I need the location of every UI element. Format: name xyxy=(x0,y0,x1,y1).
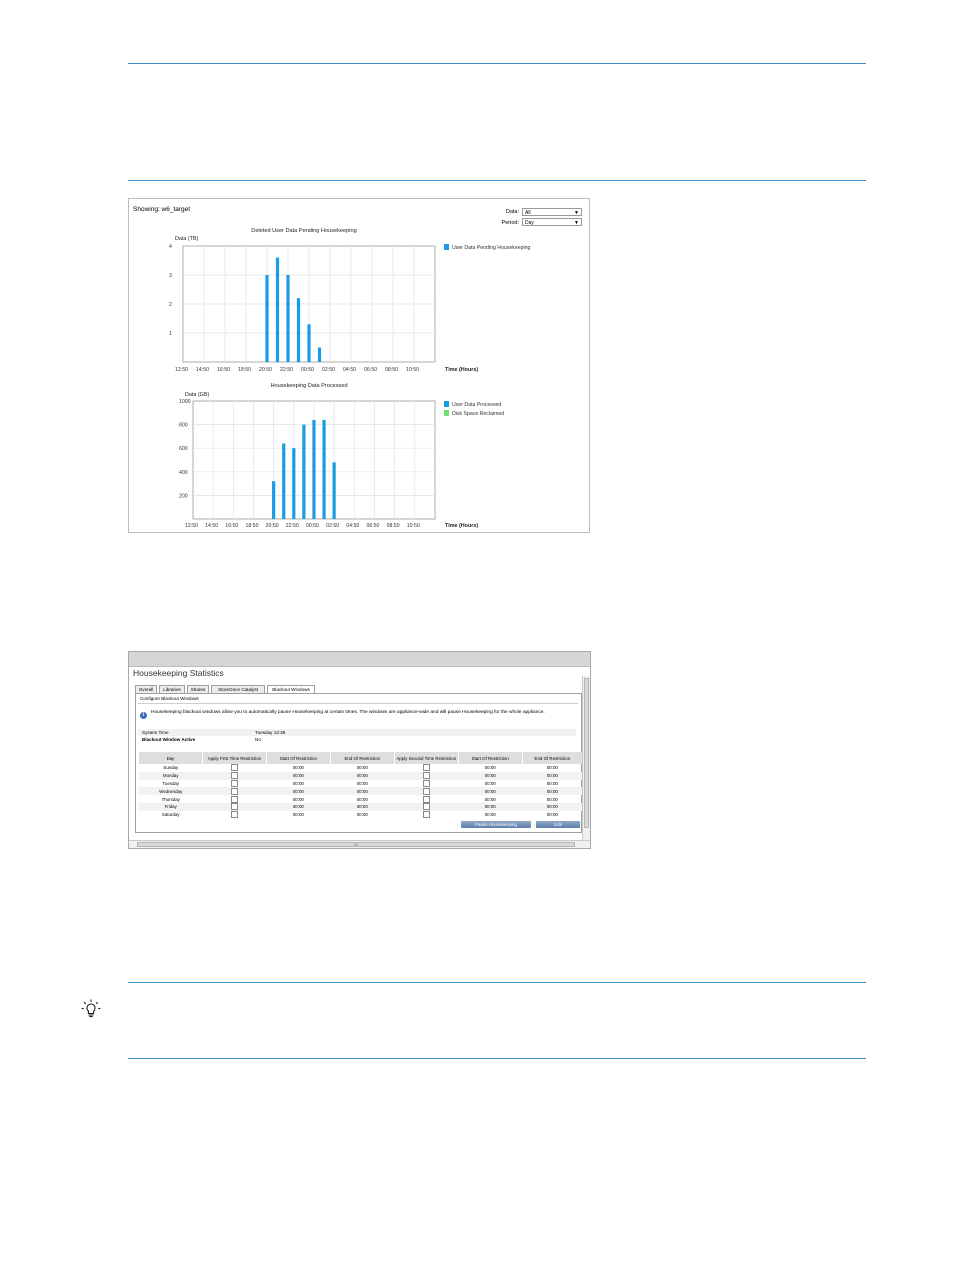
column-header: End Of Restriction xyxy=(522,752,582,764)
lightbulb-icon xyxy=(80,998,102,1020)
table-row xyxy=(139,780,583,788)
first-restriction-checkbox[interactable] xyxy=(231,803,238,810)
blackout-schedule-table xyxy=(139,752,583,819)
end-time-cell: 00:00 xyxy=(356,796,368,802)
horizontal-scroll-thumb[interactable] xyxy=(137,842,575,847)
x-tick-label: 18:50 xyxy=(238,367,251,373)
end-time-cell: 00:00 xyxy=(546,765,558,771)
x-tick-label: 06:50 xyxy=(366,523,380,529)
end-time-cell: 00:00 xyxy=(356,780,368,786)
bar xyxy=(265,275,268,362)
first-restriction-checkbox[interactable] xyxy=(231,811,238,818)
start-time-cell: 00:00 xyxy=(458,772,522,780)
y-tick-label: 800 xyxy=(179,422,188,429)
x-tick-label: 16:50 xyxy=(225,523,239,529)
configure-blackout-windows-tab[interactable]: Configure Blackout Windows xyxy=(140,696,199,701)
horizontal-scrollbar[interactable] xyxy=(129,840,590,848)
table-header-row xyxy=(139,752,583,764)
second-restriction-checkbox[interactable] xyxy=(423,764,430,771)
x-tick-label: 14:50 xyxy=(196,367,209,373)
x-tick-label: 14:50 xyxy=(205,523,219,529)
x-tick-label: 10:50 xyxy=(406,367,419,373)
bar xyxy=(333,462,336,519)
blackout-active-value: No xyxy=(255,737,261,742)
x-tick-label: 16:50 xyxy=(217,367,230,373)
start-time-cell: 00:00 xyxy=(484,765,496,771)
tip-top-rule xyxy=(128,982,866,983)
second-restriction-checkbox[interactable] xyxy=(423,772,430,779)
day-cell: Monday xyxy=(139,772,202,780)
start-time-cell: 00:00 xyxy=(458,787,522,795)
vertical-scrollbar[interactable] xyxy=(582,676,590,840)
bar xyxy=(272,481,275,519)
system-time-label: System Time xyxy=(142,730,169,735)
edit-button[interactable]: Edit xyxy=(536,821,580,828)
x-tick-label: 02:50 xyxy=(322,367,335,373)
end-time-cell: 00:00 xyxy=(356,812,368,818)
column-header: Day xyxy=(139,752,202,764)
y-axis-label: Data (TB) xyxy=(175,236,199,242)
x-tick-label: 18:50 xyxy=(245,523,259,529)
legend-swatch xyxy=(444,244,449,250)
bar xyxy=(286,275,289,362)
end-time-cell: 00:00 xyxy=(522,803,582,811)
bar xyxy=(292,448,295,519)
top-rule xyxy=(128,63,866,64)
blackout-active-label: Blackout Window Active xyxy=(142,737,196,742)
start-time-cell: 00:00 xyxy=(266,803,330,811)
column-header: Start Of Restriction xyxy=(458,752,522,764)
start-time-cell: 00:00 xyxy=(266,787,330,795)
start-time-cell: 00:00 xyxy=(484,812,496,818)
y-tick-label: 4 xyxy=(169,244,172,250)
bar xyxy=(318,348,321,363)
tab-shares[interactable]: Shares xyxy=(187,685,209,693)
y-tick-label: 200 xyxy=(179,493,188,500)
x-tick-label: 02:50 xyxy=(326,523,340,529)
x-tick-label: 00:50 xyxy=(305,523,319,529)
system-time-row xyxy=(138,729,576,736)
y-tick-label: 1000 xyxy=(179,399,191,405)
y-tick-label: 2 xyxy=(169,302,172,308)
second-restriction-checkbox[interactable] xyxy=(423,811,430,818)
period-filter-value: Day xyxy=(525,220,534,226)
bar xyxy=(322,420,325,519)
day-cell: Thursday xyxy=(161,796,180,802)
second-restriction-checkbox[interactable] xyxy=(423,803,430,810)
day-cell: Tuesday xyxy=(162,780,180,786)
page-title: Housekeeping Statistics xyxy=(133,668,224,678)
second-restriction-checkbox[interactable] xyxy=(423,780,430,787)
legend-swatch xyxy=(444,410,449,416)
bar xyxy=(312,420,315,519)
first-restriction-checkbox[interactable] xyxy=(231,788,238,795)
table-row xyxy=(139,803,583,811)
legend-label: User Data Pending Housekeeping xyxy=(452,245,531,251)
table-row xyxy=(139,787,583,795)
day-cell: Wednesday xyxy=(139,787,202,795)
day-cell: Sunday xyxy=(163,765,179,771)
column-header: Start Of Restriction xyxy=(266,752,330,764)
start-time-cell: 00:00 xyxy=(266,772,330,780)
first-restriction-checkbox[interactable] xyxy=(231,764,238,771)
bar xyxy=(276,258,279,362)
divider xyxy=(138,703,578,704)
day-cell: Saturday xyxy=(161,812,180,818)
pause-housekeeping-button[interactable]: Pause Housekeeping xyxy=(461,821,531,828)
housekeeping-statistics-window xyxy=(128,651,591,849)
period-filter-label: Period: xyxy=(501,220,519,226)
end-time-cell: 00:00 xyxy=(522,787,582,795)
tab-storeonce-catalyst[interactable]: StoreOnce Catalyst xyxy=(211,685,265,693)
x-tick-label: 20:50 xyxy=(259,367,272,373)
x-tick-label: 06:50 xyxy=(364,367,377,373)
day-cell: Friday xyxy=(139,803,202,811)
end-time-cell: 00:00 xyxy=(546,780,558,786)
blackout-windows-panel xyxy=(135,693,582,833)
bar xyxy=(302,425,305,519)
chart-title: Housekeeping Data Processed xyxy=(270,383,348,389)
column-header: Apply First Time Restriction xyxy=(202,752,266,764)
x-tick-label: 10:50 xyxy=(406,523,420,529)
x-tick-label: 08:50 xyxy=(386,523,400,529)
x-tick-label: 12:50 xyxy=(175,367,188,373)
y-axis-label: Data (GB) xyxy=(185,392,210,398)
start-time-cell: 00:00 xyxy=(484,796,496,802)
housekeeping-chart-panel xyxy=(128,198,590,533)
tip-bottom-rule xyxy=(128,1058,866,1059)
tab-libraries[interactable]: Libraries xyxy=(159,685,185,693)
x-axis-label: Time (Hours) xyxy=(445,367,479,373)
window-titlebar xyxy=(129,652,590,667)
legend-label: User Data Processed xyxy=(452,402,502,408)
chart-title: Deleted User Data Pending Housekeeping xyxy=(251,228,357,234)
bar xyxy=(297,298,300,362)
end-time-cell: 00:00 xyxy=(356,765,368,771)
x-tick-label: 04:50 xyxy=(346,523,360,529)
section-rule xyxy=(128,180,866,181)
data-filter-label: Data: xyxy=(505,209,519,215)
showing-label: Showing: w6_target xyxy=(133,206,191,213)
end-time-cell: 00:00 xyxy=(330,803,394,811)
vertical-scroll-thumb[interactable] xyxy=(584,678,589,828)
end-time-cell: 00:00 xyxy=(522,772,582,780)
chevron-down-icon: ▼ xyxy=(574,210,579,216)
tab-overall[interactable]: Overall xyxy=(135,685,157,693)
start-time-cell: 00:00 xyxy=(292,812,304,818)
table-row xyxy=(139,811,583,819)
charts-svg xyxy=(129,199,589,532)
bar xyxy=(282,443,285,519)
data-filter-value: All xyxy=(525,210,531,216)
column-header: End Of Restriction xyxy=(330,752,394,764)
info-message: Housekeeping blackout windows allow you to automatically pause Housekeeping at certain times. The windows are appliance-wide and will pause Housekeeping for the whole appliance. xyxy=(151,710,545,715)
x-tick-label: 12:50 xyxy=(185,523,198,529)
first-restriction-checkbox[interactable] xyxy=(231,796,238,803)
x-tick-label: 20:50 xyxy=(265,523,279,529)
start-time-cell: 00:00 xyxy=(292,780,304,786)
end-time-cell: 00:00 xyxy=(330,772,394,780)
system-time-value: Tuesday 13:38 xyxy=(255,730,286,735)
column-header: Apply Second Time Restriction xyxy=(394,752,458,764)
second-restriction-checkbox[interactable] xyxy=(423,796,430,803)
end-time-cell: 00:00 xyxy=(546,812,558,818)
table-row xyxy=(139,772,583,780)
y-tick-label: 400 xyxy=(179,469,188,476)
x-tick-label: 00:50 xyxy=(301,367,314,373)
second-restriction-checkbox[interactable] xyxy=(423,788,430,795)
x-tick-label: 22:50 xyxy=(280,367,293,373)
tab-blackout-windows[interactable]: Blackout Windows xyxy=(267,685,315,694)
bar xyxy=(307,324,310,362)
first-restriction-checkbox[interactable] xyxy=(231,780,238,787)
table-row xyxy=(139,764,583,772)
legend-swatch xyxy=(444,401,449,407)
x-tick-label: 22:50 xyxy=(285,523,299,529)
x-axis-label: Time (Hours) xyxy=(445,523,479,529)
start-time-cell: 00:00 xyxy=(484,780,496,786)
end-time-cell: 00:00 xyxy=(330,787,394,795)
legend-label: Disk Space Reclaimed xyxy=(452,411,505,417)
start-time-cell: 00:00 xyxy=(458,803,522,811)
table-row xyxy=(139,795,583,803)
first-restriction-checkbox[interactable] xyxy=(231,772,238,779)
scroll-grip: III xyxy=(354,842,358,847)
x-tick-label: 04:50 xyxy=(343,367,356,373)
chevron-down-icon: ▼ xyxy=(574,220,579,226)
y-tick-label: 600 xyxy=(179,446,188,453)
info-icon: i xyxy=(140,712,147,719)
y-tick-label: 1 xyxy=(169,331,172,337)
x-tick-label: 08:50 xyxy=(385,367,398,373)
start-time-cell: 00:00 xyxy=(292,796,304,802)
end-time-cell: 00:00 xyxy=(546,796,558,802)
start-time-cell: 00:00 xyxy=(292,765,304,771)
y-tick-label: 3 xyxy=(169,273,172,279)
